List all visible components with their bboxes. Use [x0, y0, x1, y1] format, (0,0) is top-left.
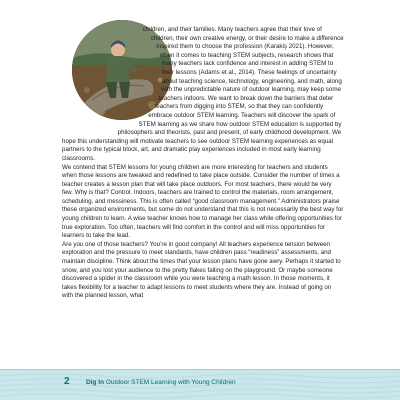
body-text: [62, 26, 344, 301]
book-title: Outdoor STEM Learning with Young Children: [105, 379, 236, 386]
paragraph-2: We contend that STEM lessons for young children are more interesting for teachers and students when those lessons are tweaked and redefined to take place outside. Consider the number of times a teacher creates a lesson plan that will take place outdoors. For most teachers, there would be very few. Why is that? Control. Indoors, teachers are trained to control the materials, room arrangement, scheduling, and messiness. This is often called “good classroom management.” Administrators praise these organized environments, but some do not understand that this is not necessarily the best way for young children to learn. A wise teacher knows how to manage her class while offering opportunities for true exploration. Too often, teachers will find comfort in the control and will miss opportunities for learners to take the lead.: [62, 163, 344, 240]
running-title: [86, 379, 236, 386]
page-number: 2: [64, 376, 70, 387]
series-name: Dig In: [86, 379, 105, 386]
paragraph-3: Are you one of those teachers? You’re in good company! All teachers experience tension between exploration and the pressure to meet standards, have children pass “readiness” assessments, and maintain discipline. Think about the times that your lesson plans have gone awry. Perhaps it started to snow, and you lost your audience to the pretty flakes falling on the playground. Or maybe someone discovered a spider in the classroom while you were teaching a math lesson. In those moments, it takes flexibility for a teacher to adapt lessons to meet students where they are. Instead of going on with the planned lesson, what: [62, 240, 341, 300]
paragraph-1: children, and their families. Many teachers agree that their love of children, their own creative energy, or their desire to make a difference inspired them to choose the profession (Karakiş 2021). However, when it comes to teaching STEM subjects, research shows that many teachers lack confidence and interest in adding STEM to their lessons (Adams et al., 2014). These feelings of uncertainty about teaching science, technology, engineering, and math, along with the unpredictable nature of outdoor learning, may keep some teachers indoors. We want to break down the barriers that deter teachers from digging into STEM, so that they can confidently embrace outdoor STEM learning. Teachers will discover the spark of STEM learning as we share how outdoor STEM education is supported by philosophers and theorists, past and present, of early childhood development. We hope this understanding will motivate teachers to see outdoor STEM learning experiences as equal partners to the typical block, art, and dramatic play experiences included in most early learning classrooms.: [62, 26, 344, 162]
page-footer: [0, 369, 400, 400]
